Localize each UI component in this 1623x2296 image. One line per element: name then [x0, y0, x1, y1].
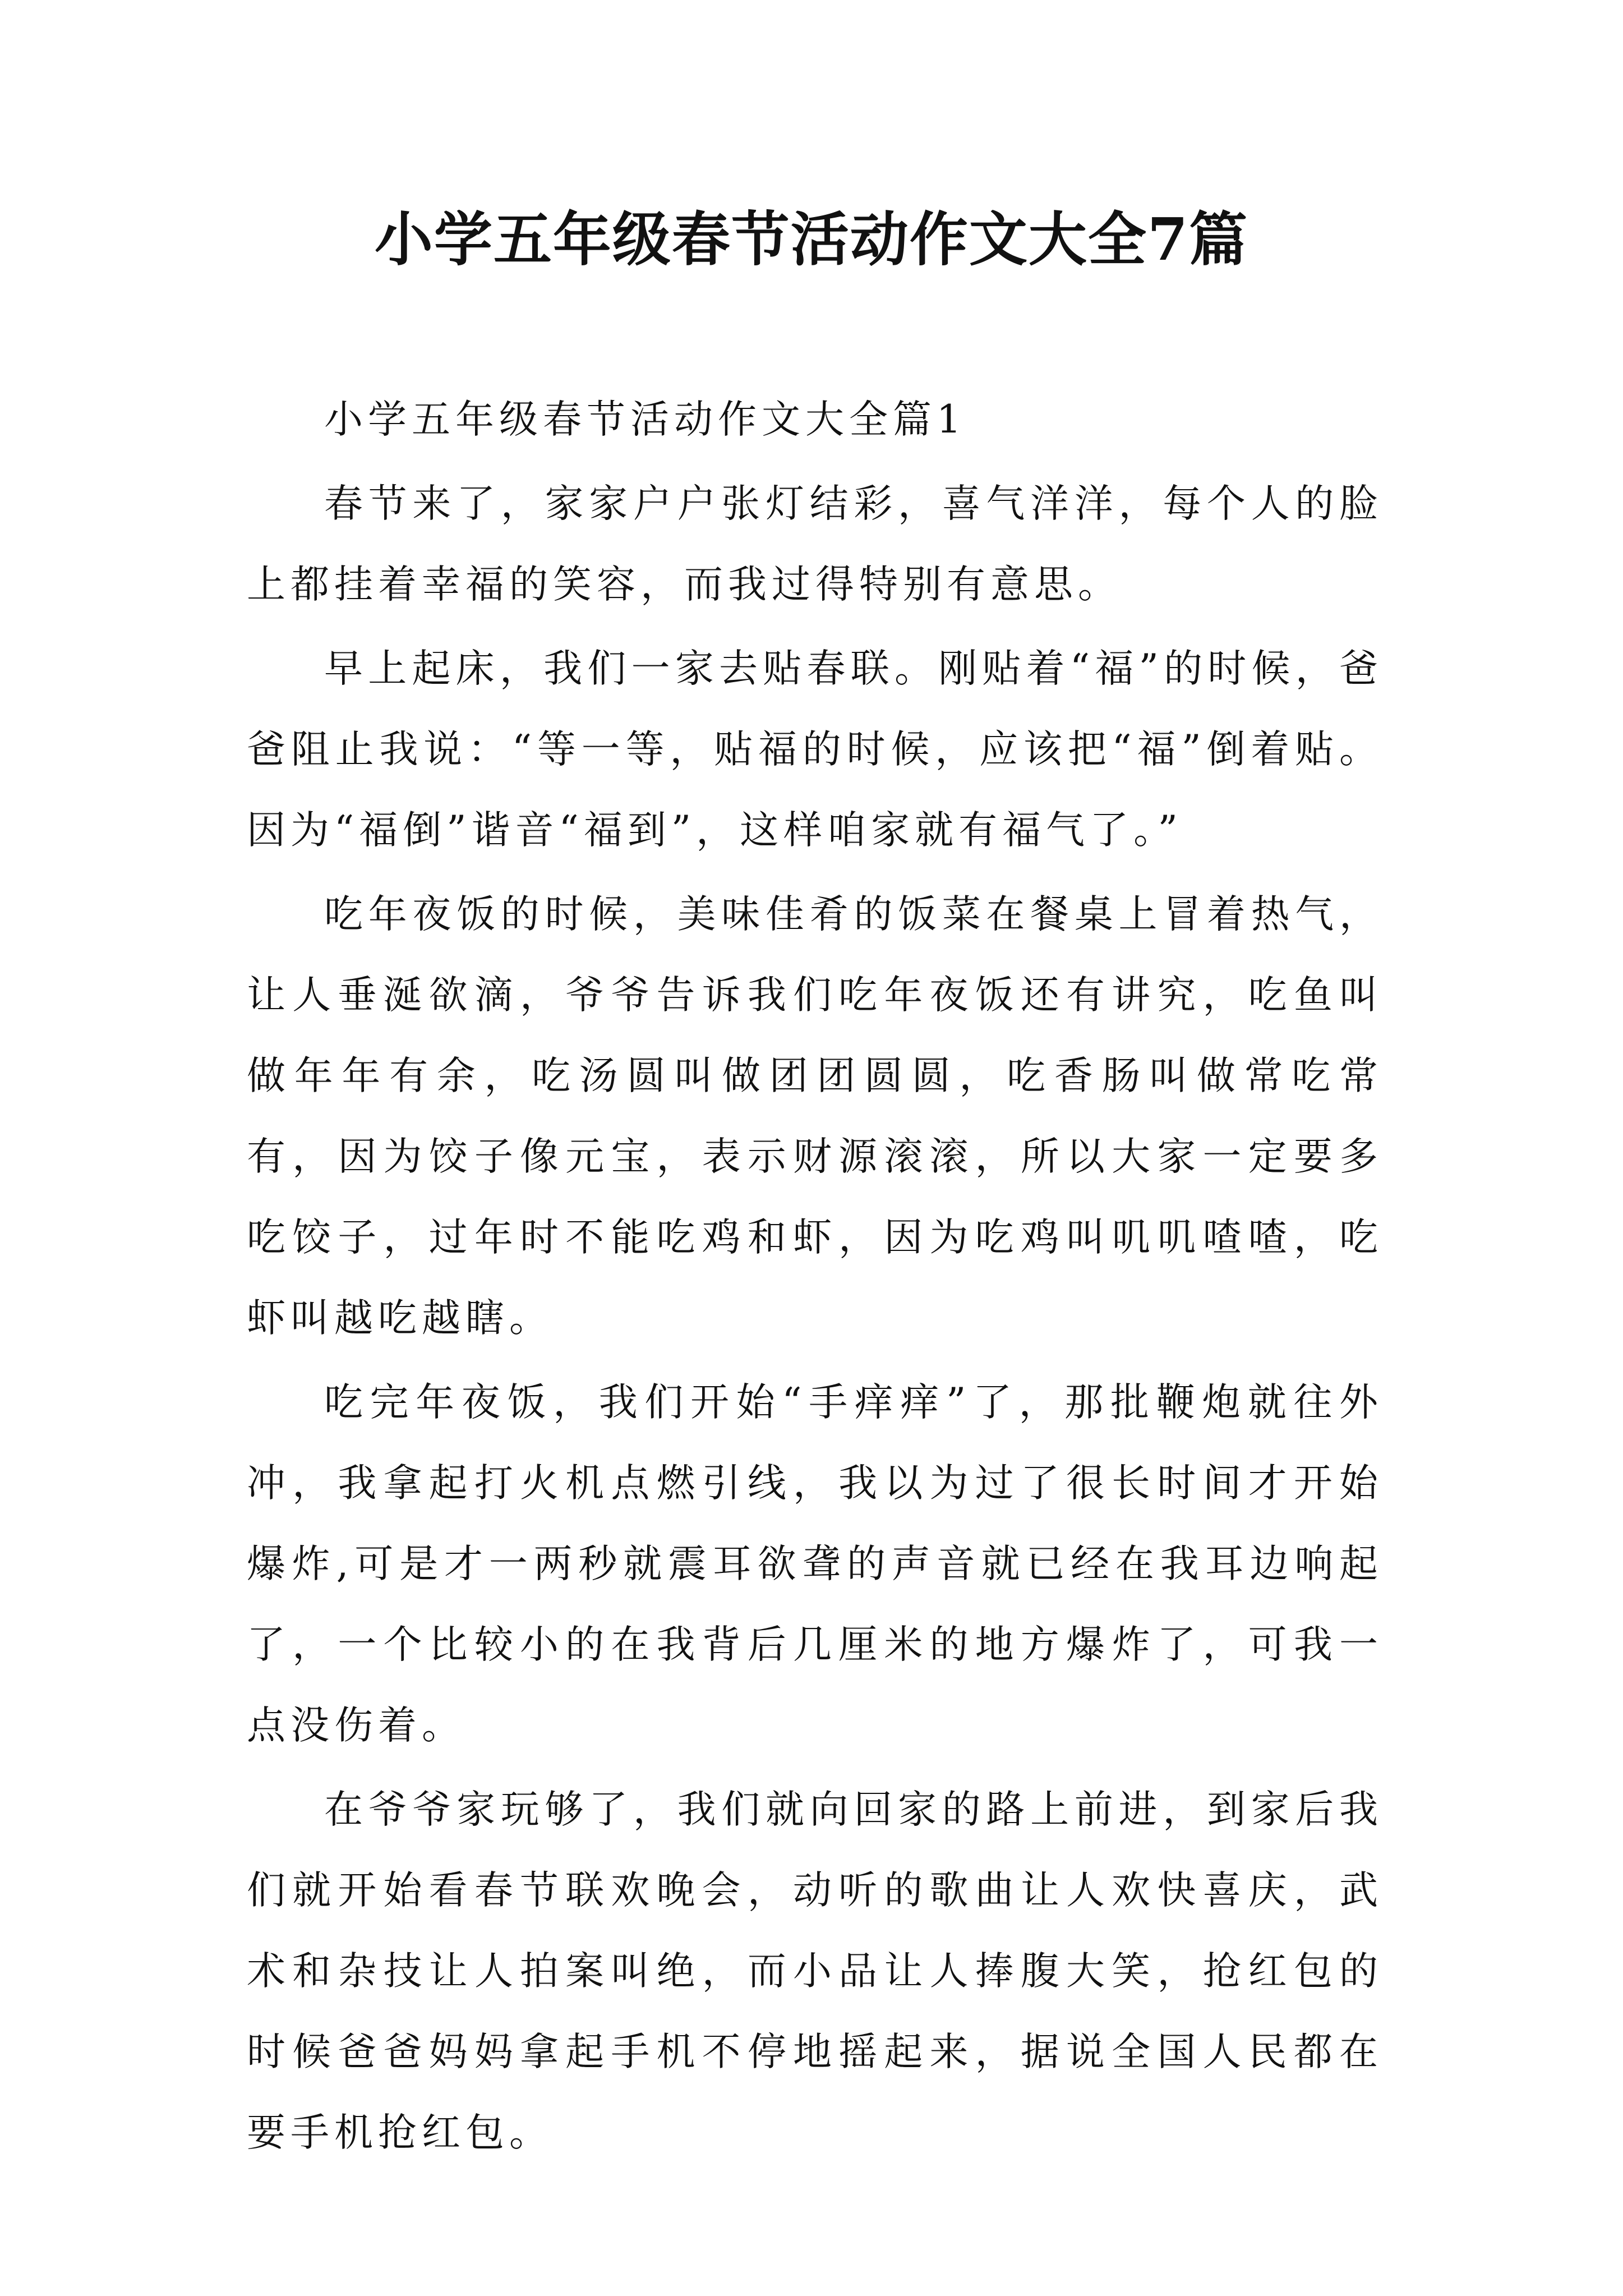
paragraph: 吃年夜饭的时候，美味佳肴的饭菜在餐桌上冒着热气，让人垂涎欲滴，爷爷告诉我们吃年夜饭还有讲究，吃鱼叫做年年有余，吃汤圆叫做团团圆圆，吃香肠叫做常吃常有，因为饺子像元宝，表示财源滚滚，所以大家一定要多吃饺子，过年时不能吃鸡和虾，因为吃鸡叫叽叽喳喳，吃虾叫越吃越瞎。: [247, 892, 1383, 1341]
paragraph: 吃完年夜饭，我们开始“手痒痒”了，那批鞭炮就往外冲，我拿起打火机点燃引线，我以为过了很长时间才开始爆炸,可是才一两秒就震耳欲聋的声音就已经在我耳边响起了，一个比较小的在我背后几厘米的地方爆炸了，可我一点没伤着。: [247, 1380, 1383, 1748]
document-body: [247, 379, 1383, 2173]
paragraph: 在爷爷家玩够了，我们就向回家的路上前进，到家后我们就开始看春节联欢晚会，动听的歌曲让人欢快喜庆，武术和杂技让人拍案叫绝，而小品让人捧腹大笑，抢红包的时候爸爸妈妈拿起手机不停地摇起来，据说全国人民都在要手机抢红包。: [247, 1787, 1383, 2155]
paragraph: 早上起床，我们一家去贴春联。刚贴着“福”的时候，爸爸阻止我说：“等一等，贴福的时候，应该把“福”倒着贴。因为“福倒”谐音“福到”，这样咱家就有福气了。”: [247, 646, 1383, 853]
document-title: 小学五年级春节活动作文大全7篇: [374, 205, 1249, 274]
section-heading: 小学五年级春节活动作文大全篇1: [324, 397, 966, 442]
paragraph: 春节来了，家家户户张灯结彩，喜气洋洋，每个人的脸上都挂着幸福的笑容，而我过得特别有意思。: [247, 481, 1383, 607]
